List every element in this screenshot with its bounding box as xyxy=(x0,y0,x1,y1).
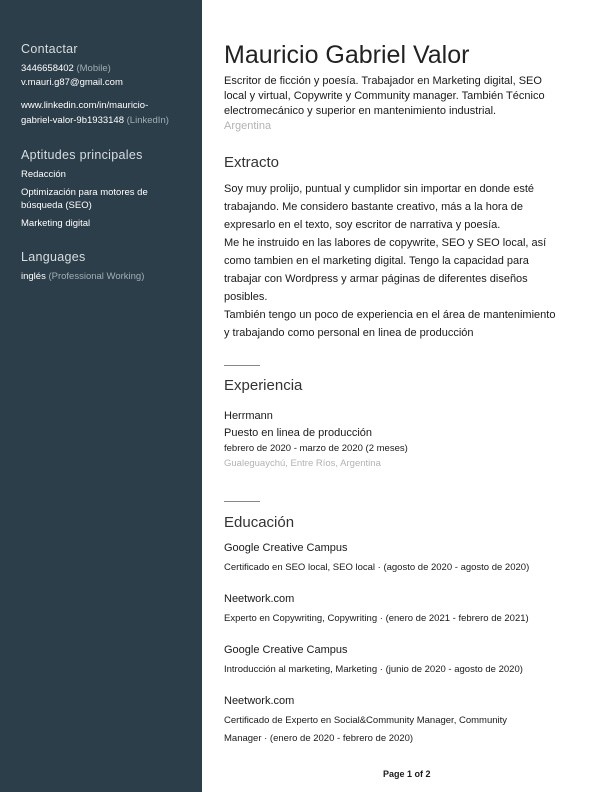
education-detail: Manager · (enero de 2020 - febrero de 2020) xyxy=(224,733,414,744)
phone xyxy=(21,63,111,74)
summary-line: expresarlo en el texto, soy escritor de narrativa y poesía. xyxy=(224,219,501,231)
summary-line: trabajar con Wordpress y armar páginas de diferentes diseños xyxy=(224,273,528,285)
experience-dates: febrero de 2020 - marzo de 2020 (2 meses) xyxy=(224,443,408,454)
skill-item: Marketing digital xyxy=(21,218,91,229)
education-detail: Introducción al marketing, Marketing · (junio de 2020 - agosto de 2020) xyxy=(224,664,523,675)
experience-heading: Experiencia xyxy=(224,377,303,394)
location: Argentina xyxy=(224,120,272,132)
phone-number: 3446658402 xyxy=(21,63,74,74)
languages-heading: Languages xyxy=(21,250,86,264)
education-heading: Educación xyxy=(224,514,295,531)
linkedin-type: (LinkedIn) xyxy=(126,115,169,126)
linkedin-url[interactable]: gabriel-valor-9b1933148 xyxy=(21,115,124,126)
headline-line: local y virtual, Copywrite y Community manager. También Técnico xyxy=(224,90,545,102)
skills-heading: Aptitudes principales xyxy=(21,148,143,162)
education-school: Neetwork.com xyxy=(224,695,295,707)
language-name: inglés xyxy=(21,271,46,282)
education-school: Neetwork.com xyxy=(224,593,295,605)
profile-name: Mauricio Gabriel Valor xyxy=(224,41,470,69)
linkedin-link-cont[interactable] xyxy=(21,115,169,126)
summary-line: Soy muy prolijo, puntual y cumplidor sin importar en donde esté xyxy=(224,183,534,195)
experience-location: Gualeguaychú, Entre Ríos, Argentina xyxy=(224,458,381,469)
summary-line: y trabajando como personal en linea de producción xyxy=(224,327,474,339)
phone-type: (Mobile) xyxy=(76,63,111,74)
language-item xyxy=(21,271,144,282)
page-number: Page 1 of 2 xyxy=(383,769,431,779)
experience-role: Puesto en linea de producción xyxy=(224,427,372,439)
headline-line: electromecánico y superior en mantenimiento industrial. xyxy=(224,105,497,117)
divider xyxy=(224,501,260,502)
summary-line: como tambien en el marketing digital. Tengo la capacidad para xyxy=(224,255,529,267)
email-link[interactable]: v.mauri.g87@gmail.com xyxy=(21,77,123,88)
summary-heading: Extracto xyxy=(224,154,280,171)
skill-item-cont: búsqueda (SEO) xyxy=(21,200,92,211)
summary-line: trabajando. Me considero bastante creativo, más a la hora de xyxy=(224,201,524,213)
headline-line: Escritor de ficción y poesía. Trabajador en Marketing digital, SEO xyxy=(224,75,542,87)
summary-line: posibles. xyxy=(224,291,268,303)
skill-item: Redacción xyxy=(21,169,66,180)
summary-line: También tengo un poco de experiencia en el área de mantenimiento xyxy=(224,309,556,321)
education-detail: Certificado de Experto en Social&Community Manager, Community xyxy=(224,715,508,726)
linkedin-link[interactable]: www.linkedin.com/in/mauricio- xyxy=(21,100,149,111)
education-school: Google Creative Campus xyxy=(224,542,348,554)
education-detail: Experto en Copywriting, Copywriting · (enero de 2021 - febrero de 2021) xyxy=(224,613,529,624)
divider xyxy=(224,365,260,366)
sidebar xyxy=(0,0,202,792)
education-school: Google Creative Campus xyxy=(224,644,348,656)
skill-item: Optimización para motores de xyxy=(21,187,148,198)
language-level: (Professional Working) xyxy=(48,271,145,282)
summary-line: Me he instruido en las labores de copywrite, SEO y SEO local, así xyxy=(224,237,547,249)
contact-heading: Contactar xyxy=(21,42,78,56)
education-detail: Certificado en SEO local, SEO local · (agosto de 2020 - agosto de 2020) xyxy=(224,562,530,573)
experience-company: Herrmann xyxy=(224,410,273,422)
